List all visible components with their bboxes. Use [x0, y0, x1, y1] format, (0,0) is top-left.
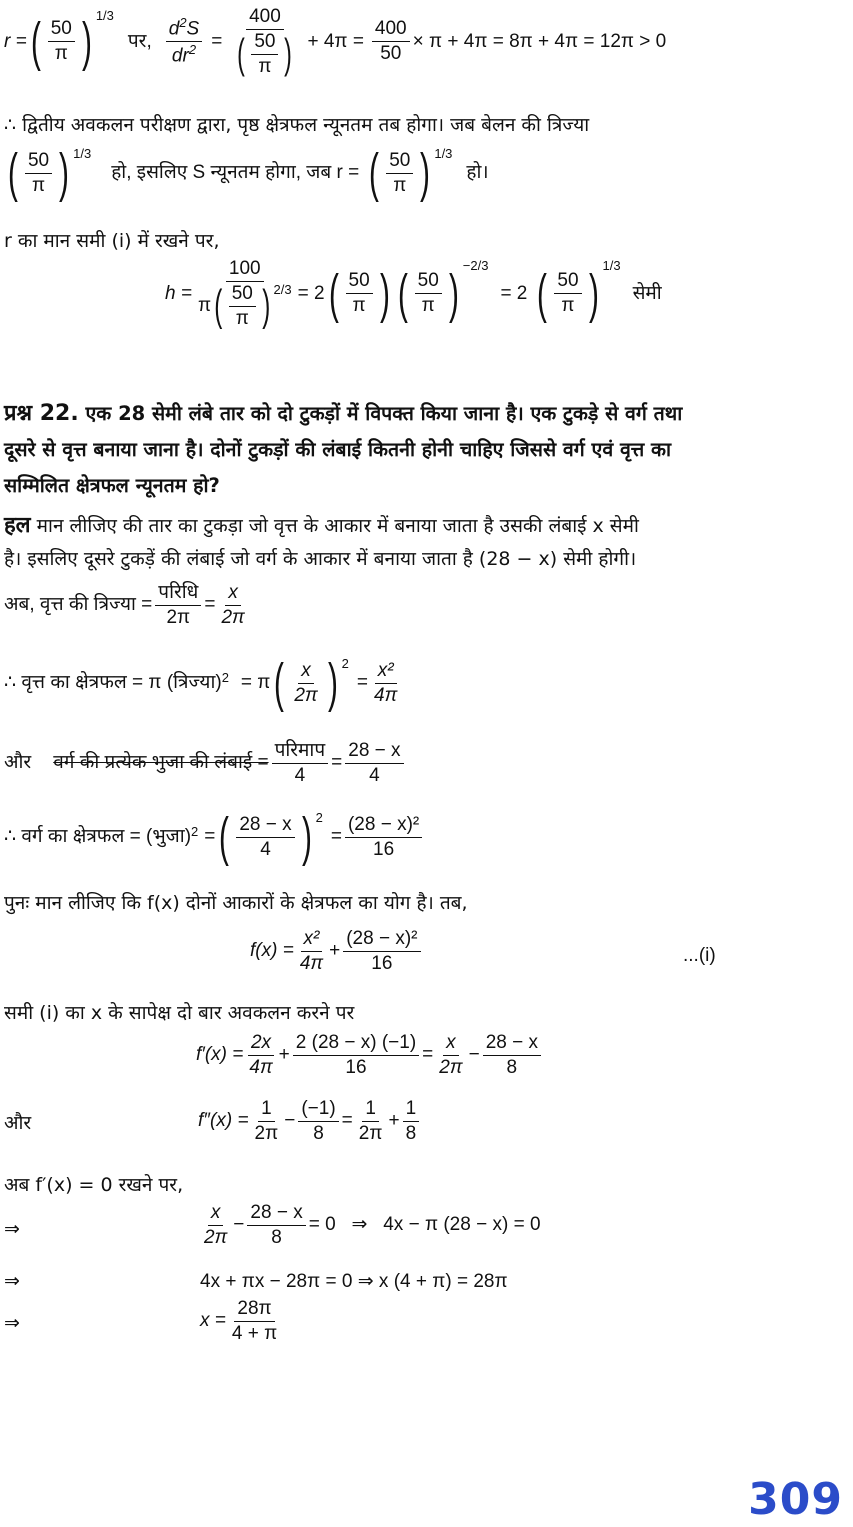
plus: + [278, 1044, 290, 1066]
question-line: एक 28 सेमी लंबे तार को दो टुकड़ों में विपक्त किया जाना है। एक टुकड़े से वर्ग तथा [85, 402, 683, 425]
implies-arrow: ⇒ [4, 1271, 20, 1292]
equation-tag: ...(i) [683, 945, 716, 966]
frac-num: (−1) [298, 1098, 338, 1122]
fx-intro: पुनः मान लीजिए कि f(x) दोनों आकारों के क्षेत्रफल का योग है। तब, [4, 892, 468, 914]
frac-den: π [393, 174, 407, 196]
minus: − [468, 1044, 480, 1066]
eq: = [204, 594, 216, 616]
fprime-eq [196, 1032, 544, 1079]
frac-num: 1 [258, 1098, 275, 1122]
equals: = [211, 30, 223, 52]
frac-den: 2π [254, 1122, 279, 1144]
frac-num: (28 − x)² [343, 928, 420, 952]
page-number: 309 [748, 1474, 843, 1525]
frac-den: 16 [345, 1056, 367, 1078]
question-line: दूसरे से वृत्त बनाया जाना है। दोनों टुकड़ों की लंबाई कितनी होनी चाहिए जिससे वर्ग एवं वृत्त का [4, 438, 672, 461]
frac-num: x² [375, 660, 397, 684]
and-label: और [4, 1112, 32, 1134]
frac-den: ( $\frac{50}{\pi}$ ) [237, 30, 293, 78]
fdoubleprime-eq [198, 1098, 422, 1145]
frac-num: 28 − x [483, 1032, 541, 1056]
exponent: 2 [191, 824, 199, 839]
frac-den: 4π [249, 1056, 273, 1078]
question-label: प्रश्न 22. [4, 401, 79, 426]
frac-den: 8 [313, 1122, 324, 1144]
par-label: पर, [127, 30, 152, 52]
frac-num: 28 − x [345, 740, 403, 764]
exponent: 1/3 [434, 146, 453, 161]
impl2-eq: 4x + πx − 28π = 0 ⇒ x (4 + π) = 28π [200, 1271, 508, 1292]
frac-num: 50 [48, 18, 75, 42]
solution-line1 [4, 508, 639, 544]
frac-num: 28 − x [247, 1202, 305, 1226]
frac-num: 28 − x [236, 814, 294, 838]
frac-den: 4 [294, 764, 306, 786]
minus: − [284, 1110, 296, 1132]
frac-num: x [208, 1202, 224, 1226]
frac-num: (28 − x)² [345, 814, 422, 838]
radius-eq [4, 582, 251, 629]
plus: + [388, 1110, 400, 1132]
question-line: सम्मिलित क्षेत्रफल न्यूनतम हो? [4, 474, 220, 497]
eq: = π [240, 672, 271, 694]
frac-num: 400 [372, 18, 410, 42]
implies-arrow: ⇒ [4, 1313, 20, 1334]
frac-num: x² [301, 928, 323, 952]
minus: − [233, 1214, 245, 1236]
lhs: f′(x) = [196, 1044, 244, 1066]
eq: = 2 [297, 282, 325, 304]
d2s-num: $d^2S$ [166, 16, 203, 42]
frac-num: x [443, 1032, 459, 1056]
plus-4pi: + 4π = [307, 30, 364, 52]
frac-den: 4π [374, 684, 398, 706]
square-area-eq: ∴ वर्ग का क्षेत्रफल = (भुजा) 2 = ( $\frac{28 - x}{4}$ ) 2 = $\frac{\text{(28 − x)²}}{16}$ [4, 810, 425, 864]
rest: = 0 ⇒ 4x − π (28 − x) = 0 [308, 1214, 541, 1236]
frac-num: 50 [25, 150, 52, 174]
exponent: 1/3 [73, 146, 92, 161]
tail: × π + 4π = 8π + 4π = 12π > 0 [412, 30, 667, 52]
frac-num: x [298, 660, 314, 684]
frac-den: 4π [299, 952, 324, 974]
top-formula [4, 6, 666, 78]
eq: = [422, 1044, 434, 1066]
frac-num: परिधि [155, 582, 201, 606]
unit: सेमी [632, 282, 662, 304]
frac-num: x [225, 582, 241, 606]
h-equation: h = 100 π ( $\frac{50}{\pi}$ ) 2/3 = 2 ( $\frac{50}{\pi}$ ) ( $\frac{50}{\pi}$ ) −2/3 = 2 ( $\frac{50}{\pi}$ ) 1/3 सेमी [165, 258, 662, 331]
frac-den: 2π [439, 1056, 463, 1078]
frac-den: 16 [373, 838, 395, 860]
frac-den: 2π [204, 1226, 228, 1248]
frac-den: 2π [221, 606, 245, 628]
exponent: 2 [341, 656, 349, 671]
d2s-den: $dr^2$ [171, 42, 197, 67]
exponent: 1/3 [602, 258, 621, 273]
exponent: 2 [221, 670, 229, 685]
r-label: r = [4, 30, 27, 52]
eq: = 2 [500, 282, 528, 304]
fx-eq [250, 928, 424, 975]
paren-group: ( $\frac{50}{\pi}$ ) [30, 11, 92, 72]
text: अब, वृत्त की त्रिज्या = [4, 594, 153, 616]
implies-arrow: ⇒ [4, 1219, 20, 1240]
r-value-line: r का मान समी (i) में रखने पर, [4, 230, 220, 252]
frac-num: 2x [248, 1032, 274, 1056]
question-22 [4, 396, 682, 432]
text: और [4, 752, 32, 774]
para-second-derivative: ∴ द्वितीय अवकलन परीक्षण द्वारा, पृष्ठ क्षेत्रफल न्यूनतम तब होगा। जब बेलन की त्रिज्या [4, 114, 590, 136]
frac-num: परिमाप [272, 740, 329, 764]
plus: + [329, 940, 341, 962]
para-line2: ( $\frac{50}{\pi}$ ) 1/3 हो, इसलिए S न्यूनतम होगा, जब r = ( $\frac{50}{\pi}$ ) 1/3 हो। [8, 143, 489, 203]
frac-num: 50 [386, 150, 413, 174]
frac-den: 8 [405, 1122, 417, 1144]
frac-num: 28π [234, 1298, 274, 1322]
side-eq [4, 740, 407, 787]
frac-den: 16 [371, 952, 393, 974]
lhs: f″(x) = [198, 1110, 249, 1132]
frac-den: 8 [506, 1056, 518, 1078]
eq: = [331, 752, 343, 774]
side-text: वर्ग की प्रत्येक भुजा की लंबाई = [53, 752, 269, 774]
circle-area-eq: ∴ वृत्त का क्षेत्रफल = π (त्रिज्या) 2 = π ( $\frac{x}{2\pi}$ ) 2 = $\frac{\text{x²}}{4\pi}$ [4, 656, 403, 710]
text: हो। [466, 162, 489, 184]
solution-label: हल [4, 513, 31, 538]
frac-num: 100 [226, 258, 264, 282]
exponent: 2 [315, 810, 323, 825]
text: ∴ वृत्त का क्षेत्रफल = π (त्रिज्या) [4, 672, 222, 694]
frac-num: 400 [246, 6, 284, 30]
frac-den: 2π [166, 606, 191, 628]
h-label: h = [165, 282, 192, 304]
frac-den: 4 [260, 838, 271, 860]
frac-num: 1 [362, 1098, 379, 1122]
frac-num: 2 (28 − x) (−1) [293, 1032, 419, 1056]
frac-den: π ( $\frac{50}{\pi}$ ) 2/3 [197, 281, 292, 331]
frac-den: 4 [369, 764, 380, 786]
frac-den: π [54, 43, 68, 65]
impl3-eq [200, 1298, 283, 1345]
exponent: 1/3 [95, 8, 114, 23]
text: ∴ वर्ग का क्षेत्रफल = (भुजा) [4, 826, 192, 848]
frac-den: 4 + π [231, 1322, 278, 1344]
frac-den: 2π [294, 684, 318, 706]
eq: = [356, 672, 369, 694]
eq: = [330, 826, 342, 848]
frac-den: 50 [380, 43, 402, 65]
frac-num: 1 [403, 1098, 420, 1122]
lhs: x = [200, 1310, 226, 1332]
text: मान लीजिए की तार का टुकड़ा जो वृत्त के आकार में बनाया जाता है उसकी लंबाई x सेमी [36, 515, 639, 537]
eq: = [341, 1110, 353, 1132]
eq: = [204, 826, 216, 848]
frac-den: 2π [358, 1122, 383, 1144]
diff-intro: समी (i) का x के सापेक्ष दो बार अवकलन करने पर [4, 1002, 355, 1024]
frac-den: 8 [271, 1226, 282, 1248]
text: हो, इसलिए S न्यूनतम होगा, जब r = [111, 162, 360, 184]
frac-den: π [32, 174, 46, 196]
impl1-eq [198, 1202, 541, 1249]
lhs: f(x) = [250, 940, 294, 962]
solution-line2: है। इसलिए दूसरे टुकड़ें की लंबाई जो वर्ग के आकार में बनाया जाता है (28 − x) सेमी होगी। [4, 548, 637, 570]
set-zero: अब f′(x) = 0 रखने पर, [4, 1174, 184, 1196]
exponent: −2/3 [462, 258, 489, 273]
